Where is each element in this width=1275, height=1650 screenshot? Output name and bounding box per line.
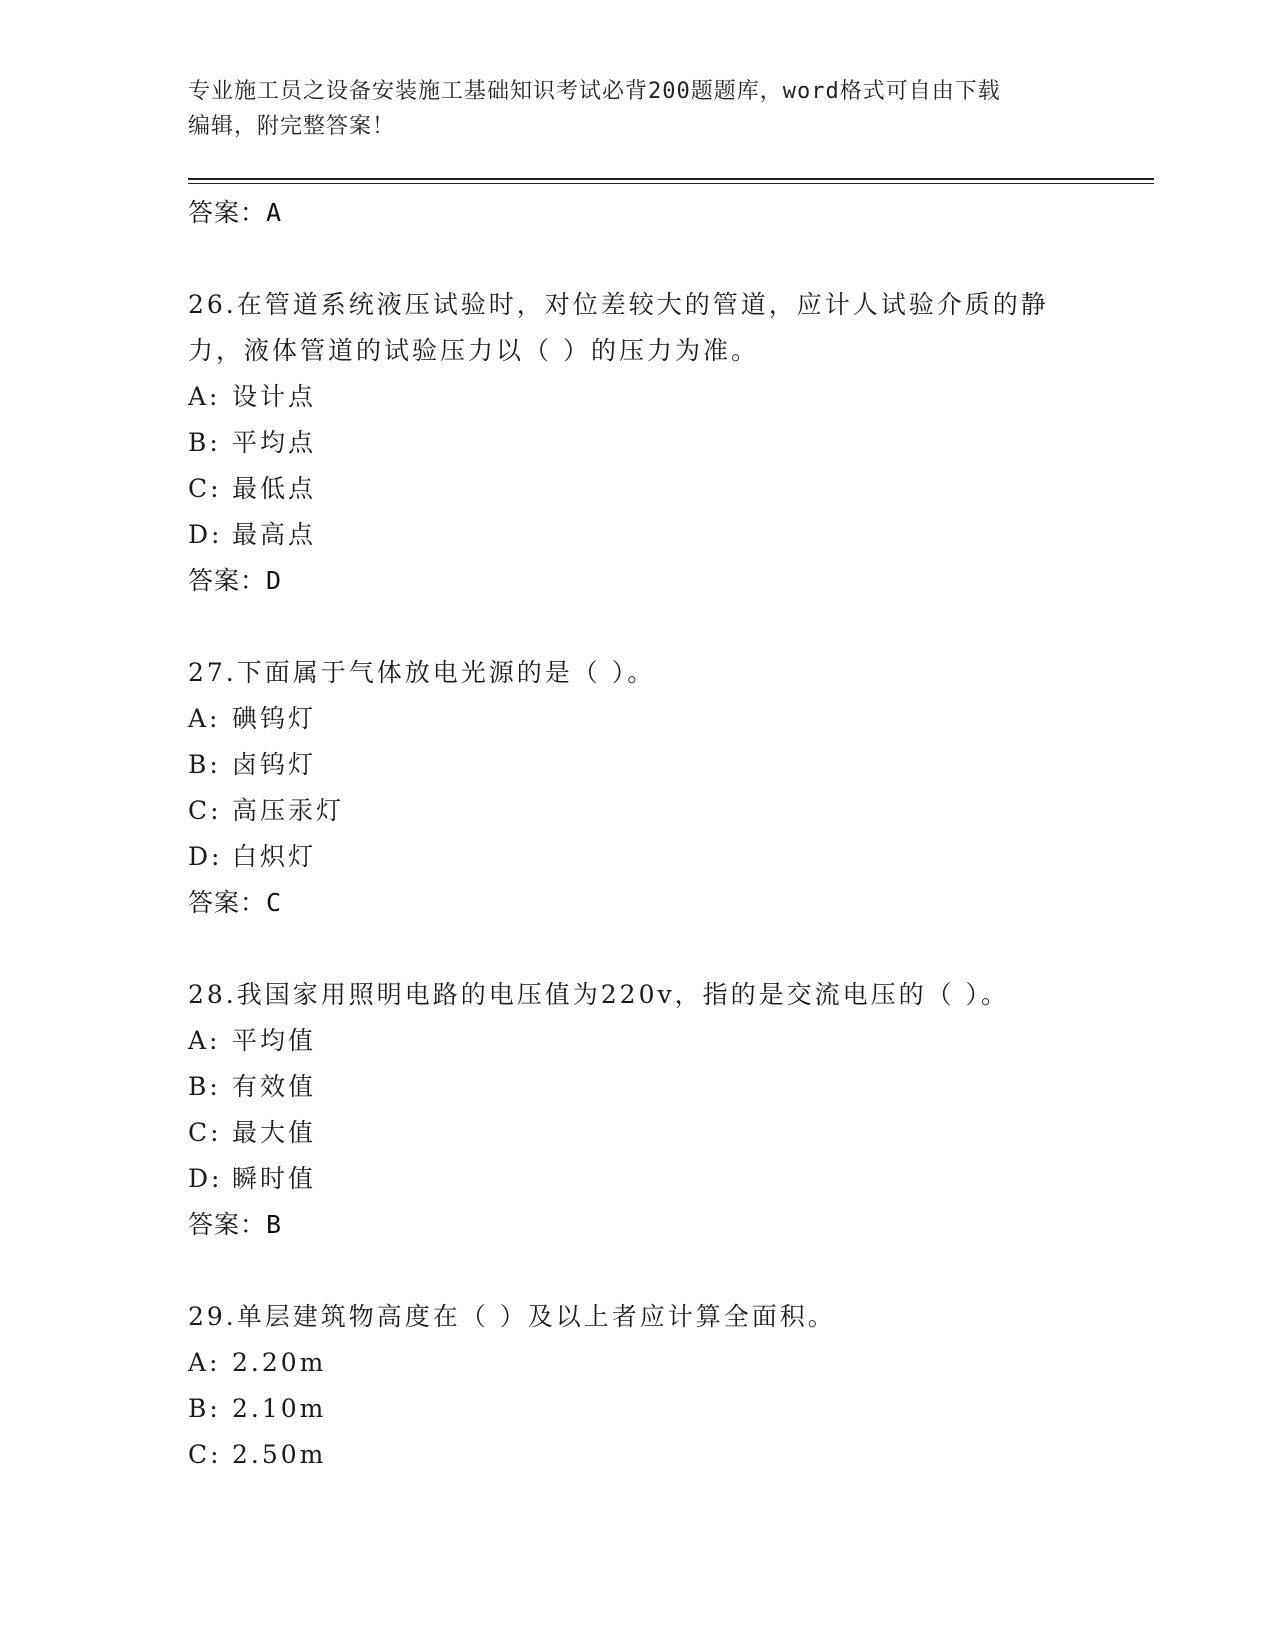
option-text: 平均点: [232, 428, 317, 457]
question-26: [188, 282, 1088, 604]
option-text: 2.10m: [232, 1394, 327, 1423]
option-label: C:: [188, 796, 222, 825]
document-header: [188, 74, 1088, 144]
question-stem-line: 27.下面属于气体放电光源的是（ ）。: [188, 658, 656, 687]
option-a: [188, 374, 1088, 420]
question-stem-line: 29.单层建筑物高度在（ ）及以上者应计算全面积。: [188, 1302, 836, 1331]
option-text: 有效值: [232, 1072, 317, 1101]
option-a: [188, 1340, 1088, 1386]
option-d: [188, 512, 1088, 558]
option-label: C:: [188, 1440, 222, 1469]
answer-line: 答案：D: [188, 566, 283, 595]
option-b: [188, 1386, 1088, 1432]
option-text: 卤钨灯: [232, 750, 317, 779]
option-label: A:: [188, 382, 221, 411]
option-d: [188, 1156, 1088, 1202]
option-b: [188, 742, 1088, 788]
option-text: 碘钨灯: [232, 704, 317, 733]
option-c: [188, 466, 1088, 512]
option-text: 最高点: [232, 520, 317, 549]
option-label: B:: [188, 1072, 221, 1101]
option-label: B:: [188, 428, 221, 457]
option-label: A:: [188, 1026, 221, 1055]
question-28: [188, 972, 1088, 1248]
header-divider-thick: [188, 178, 1154, 180]
option-label: A:: [188, 1348, 221, 1377]
option-text: 高压汞灯: [232, 796, 345, 825]
option-text: 2.20m: [232, 1348, 327, 1377]
option-a: [188, 1018, 1088, 1064]
previous-answer: 答案：A: [188, 198, 283, 227]
question-stem-line: 力，液体管道的试验压力以（ ）的压力为准。: [188, 336, 759, 365]
answer-line: 答案：C: [188, 888, 283, 917]
option-label: B:: [188, 750, 221, 779]
option-label: A:: [188, 704, 221, 733]
option-text: 最低点: [232, 474, 317, 503]
option-text: 白炽灯: [232, 842, 317, 871]
answer-line: 答案：B: [188, 1210, 283, 1239]
option-text: 2.50m: [232, 1440, 327, 1469]
option-c: [188, 1432, 1088, 1478]
option-label: B:: [188, 1394, 221, 1423]
option-a: [188, 696, 1088, 742]
option-text: 瞬时值: [232, 1164, 317, 1193]
option-label: D:: [188, 1164, 223, 1193]
question-stem-line: 28.我国家用照明电路的电压值为220v，指的是交流电压的（ ）。: [188, 980, 1010, 1009]
question-stem-line: 26.在管道系统液压试验时，对位差较大的管道，应计人试验介质的静: [188, 290, 1049, 319]
option-c: [188, 788, 1088, 834]
option-d: [188, 834, 1088, 880]
option-text: 平均值: [232, 1026, 317, 1055]
question-27: [188, 650, 1088, 926]
option-b: [188, 420, 1088, 466]
header-line-2: 编辑，附完整答案！: [188, 114, 396, 139]
option-c: [188, 1110, 1088, 1156]
option-label: D:: [188, 842, 223, 871]
option-label: C:: [188, 474, 222, 503]
option-label: C:: [188, 1118, 222, 1147]
question-29: [188, 1294, 1088, 1478]
option-text: 设计点: [232, 382, 317, 411]
header-line-1: 专业施工员之设备安装施工基础知识考试必背200题题库，word格式可自由下载: [188, 79, 1001, 104]
option-text: 最大值: [232, 1118, 317, 1147]
option-b: [188, 1064, 1088, 1110]
header-divider-thin: [188, 183, 1154, 184]
option-label: D:: [188, 520, 223, 549]
question-list: [188, 190, 1088, 1478]
